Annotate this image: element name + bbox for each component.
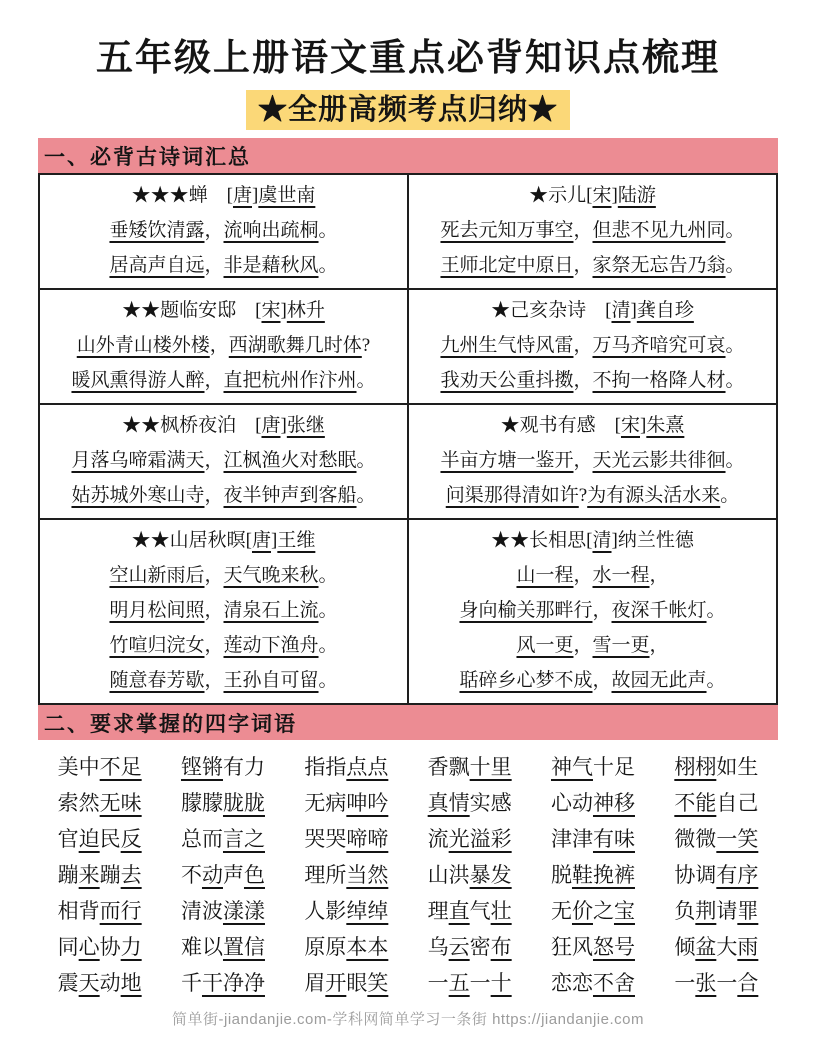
poem-cell [408,404,777,519]
idiom-item: 蹦来蹦去 [57,863,142,887]
poem-line: 随意春芳歇，王孙自可留。 [109,670,338,691]
page-title: 五年级上册语文重点必背知识点梳理 [96,38,720,79]
section-header-poems: 一、必背古诗词汇总 [38,138,778,173]
idiom-item: 乌云密布 [427,935,512,959]
idiom-item: 不能自己 [674,791,759,815]
poem-title: ★★山居秋暝[唐]王维 [131,530,316,551]
idiom-item: 朦朦胧胧 [180,791,265,815]
idiom-item: 相背而行 [57,899,142,923]
poem-line: 风一更，雪一更， [516,635,669,656]
subtitle-row [38,90,778,130]
poem-table-row [39,174,777,289]
idiom-item: 千干净净 [180,971,265,995]
poem-line: 半亩方塘一鉴开，天光云影共徘徊。 [440,450,745,471]
poem-title: ★★★蝉 [唐]虞世南 [131,185,316,206]
idiom-item: 神气十足 [550,755,635,779]
idiom-item: 指指点点 [304,755,389,779]
idiom-item: 协调有序 [674,863,759,887]
idiom-item: 恋恋不舍 [550,971,635,995]
poem-line: 身向榆关那畔行，夜深千帐灯。 [459,600,726,621]
section-header-idioms: 二、要求掌握的四字词语 [38,705,778,740]
idiom-item: 负荆请罪 [674,899,759,923]
idiom-item: 难以置信 [180,935,265,959]
idiom-item: 微微一笑 [674,827,759,851]
idiom-item: 倾盆大雨 [674,935,759,959]
idiom-item: 清波漾漾 [180,899,265,923]
idiom-item: 索然无味 [57,791,142,815]
poem-title: ★己亥杂诗 [清]龚自珍 [491,300,694,321]
idiom-item: 原原本本 [304,935,389,959]
poem-cell [39,174,408,289]
idiom-item: 总而言之 [180,827,265,851]
idiom-item: 津津有味 [550,827,635,851]
idiom-item: 脱鞋挽裤 [550,863,635,887]
idiom-item: 流光溢彩 [427,827,512,851]
idiom-item: 一五一十 [427,971,512,995]
poem-line: 居高声自远，非是藉秋风。 [109,255,338,276]
idiom-item: 狂风怒号 [550,935,635,959]
poem-title: ★★枫桥夜泊 [唐]张继 [122,415,325,436]
idiom-item: 官迫民反 [57,827,142,851]
idiom-item: 理直气壮 [427,899,512,923]
highlighted-subtitle: ★全册高频考点归纳★ [246,90,570,130]
poem-line: 我劝天公重抖擞，不拘一格降人材。 [440,370,745,391]
poem-title: ★★题临安邸 [宋]林升 [122,300,325,321]
poem-table-row [39,404,777,519]
poem-line: 山一程，水一程， [516,565,669,586]
poem-line: 死去元知万事空，但悲不见九州同。 [440,220,745,241]
idiom-item: 人影绰绰 [304,899,389,923]
poem-line: 竹喧归浣女，莲动下渔舟。 [109,635,338,656]
poem-line: 暖风熏得游人醉，直把杭州作汴州。 [71,370,376,391]
poem-line: 聒碎乡心梦不成，故园无此声。 [459,670,726,691]
idiom-item: 不动声色 [180,863,265,887]
poem-table-row [39,289,777,404]
idiom-item: 铿锵有力 [180,755,265,779]
idiom-item: 震天动地 [57,971,142,995]
poem-title: ★★长相思[清]纳兰性德 [491,530,694,551]
idiom-item: 哭哭啼啼 [304,827,389,851]
idiom-item: 美中不足 [57,755,142,779]
idiom-item: 栩栩如生 [674,755,759,779]
idiom-item: 香飘十里 [427,755,512,779]
footer-watermark: 简单街-jiandanjie.com-学科网简单学习一条街 https://jiandanjie.com [172,1011,644,1028]
idiom-item: 同心协力 [57,935,142,959]
poem-cell [39,519,408,704]
poem-line: 山外青山楼外楼，西湖歌舞几时体? [76,335,371,356]
poem-line: 明月松间照，清泉石上流。 [109,600,338,621]
poem-line: 姑苏城外寒山寺，夜半钟声到客船。 [71,485,376,506]
idiom-item: 无病呻吟 [304,791,389,815]
poem-line: 空山新雨后，天气晚来秋。 [109,565,338,586]
poem-line: 月落乌啼霜满天，江枫渔火对愁眠。 [71,450,376,471]
poem-line: 九州生气恃风雷，万马齐喑究可哀。 [440,335,745,356]
idiom-item: 真情实感 [427,791,512,815]
poem-cell [39,289,408,404]
poem-cell [408,289,777,404]
idiom-item: 眉开眼笑 [304,971,389,995]
poem-line: 垂矮饮清露，流响出疏桐。 [109,220,338,241]
idiom-item: 无价之宝 [550,899,635,923]
poem-line: 问渠那得清如许?为有源头活水来。 [445,485,740,506]
poem-line: 王师北定中原日，家祭无忘告乃翁。 [440,255,745,276]
poem-cell [408,519,777,704]
poem-cell [39,404,408,519]
poem-table-row [39,519,777,704]
poem-table [38,173,778,705]
poem-cell [408,174,777,289]
idiom-item: 一张一合 [674,971,759,995]
idiom-grid [38,749,778,1001]
poem-title: ★示儿[宋]陆游 [529,185,656,206]
poem-title: ★观书有感 [宋]朱熹 [500,415,685,436]
idiom-item: 理所当然 [304,863,389,887]
idiom-item: 山洪暴发 [427,863,512,887]
idiom-item: 心动神移 [550,791,635,815]
